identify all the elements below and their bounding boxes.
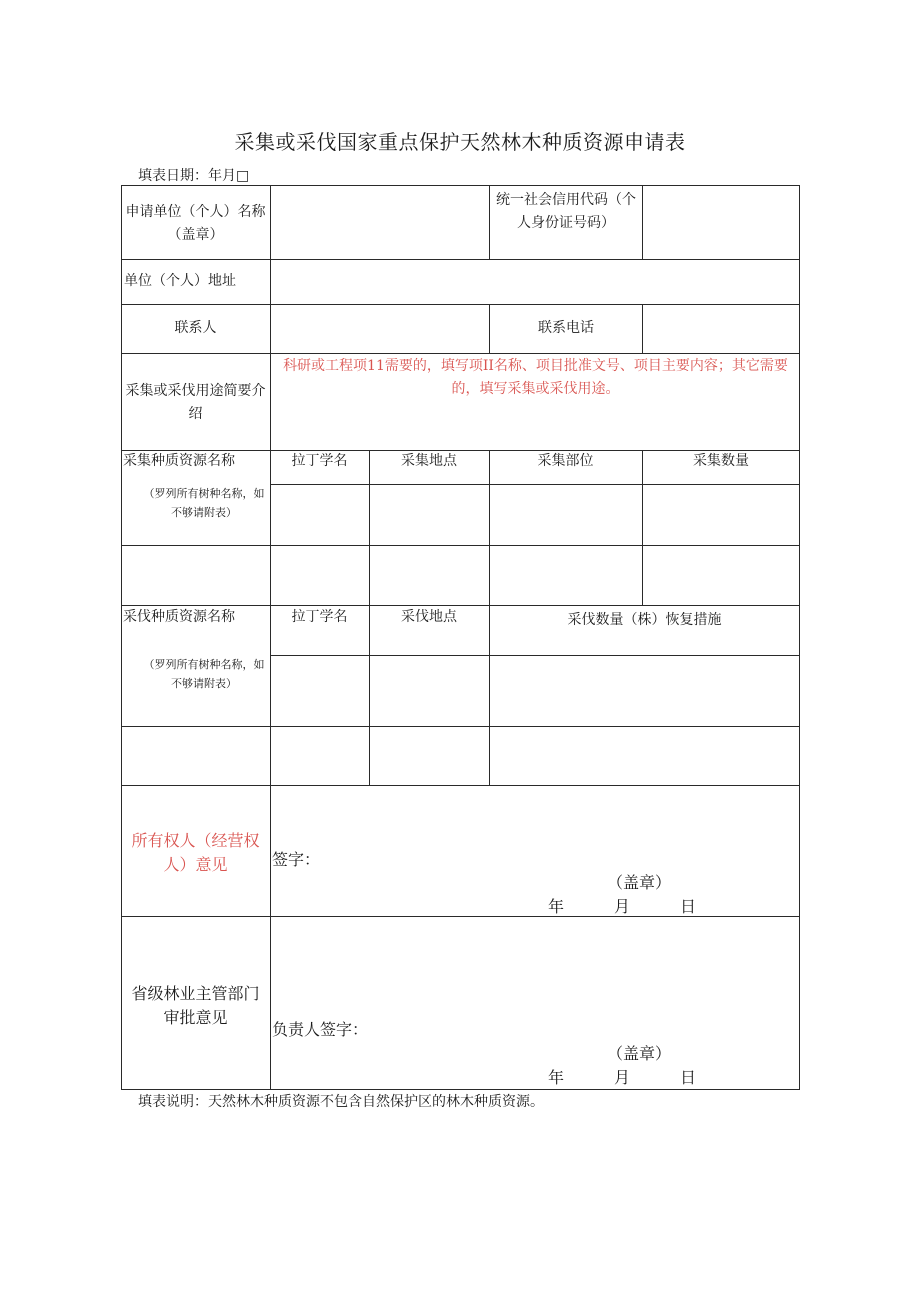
row-divider xyxy=(121,726,800,727)
col-divider xyxy=(489,304,490,353)
approval-label: 省级林业主管部门审批意见 xyxy=(131,984,260,1027)
purpose-hint: 科研或工程项11需要的，填写项II名称、项目批准文号、项目主要内容；其它需要的，填写采集或采伐用途。 xyxy=(283,358,788,397)
approval-sign-label: 负责人签字： xyxy=(272,1020,369,1039)
owner-day: 日 xyxy=(680,897,697,916)
col-divider xyxy=(489,605,490,785)
approval-seal: （盖章） xyxy=(607,1044,672,1063)
fell-latin-header: 拉丁学名 xyxy=(291,609,348,625)
col-divider xyxy=(489,185,490,259)
fell-qty-restore-header: 采伐数量（株）恢复措施 xyxy=(567,612,722,628)
row-divider xyxy=(121,304,800,305)
approval-year: 年 xyxy=(548,1068,565,1087)
credit-code-label: 统一社会信用代码（个人身份证号码） xyxy=(496,192,636,231)
fell-list-note: （罗列所有树种名称，如不够请附表） xyxy=(143,658,265,690)
phone-label: 联系电话 xyxy=(538,320,594,336)
owner-seal: （盖章） xyxy=(607,873,672,892)
col-divider xyxy=(489,450,490,605)
row-divider xyxy=(121,785,800,786)
col-divider xyxy=(270,185,271,1090)
collect-place-header: 采集地点 xyxy=(401,453,457,469)
row-divider xyxy=(270,655,800,656)
fell-name-label: 采伐种质资源名称 xyxy=(123,609,235,625)
owner-month: 月 xyxy=(614,897,631,916)
row-divider xyxy=(121,259,800,260)
footer-note: 填表说明：天然林木种质资源不包含自然保护区的林木种质资源。 xyxy=(138,1094,544,1110)
form-title: 采集或采伐国家重点保护天然林木种质资源申请表 xyxy=(234,130,686,154)
approval-month: 月 xyxy=(614,1068,631,1087)
fill-date: 填表日期：年月□ xyxy=(138,168,250,184)
purpose-label: 采集或采伐用途简要介绍 xyxy=(125,383,266,422)
collect-name-label: 采集种质资源名称 xyxy=(123,453,235,469)
col-divider xyxy=(369,605,370,785)
approval-day: 日 xyxy=(680,1068,697,1087)
collect-latin-header: 拉丁学名 xyxy=(291,453,348,469)
fell-place-header: 采伐地点 xyxy=(401,609,457,625)
col-divider xyxy=(642,304,643,353)
address-label: 单位（个人）地址 xyxy=(124,273,236,289)
owner-sign-label: 签字： xyxy=(272,850,321,869)
row-divider xyxy=(121,353,800,354)
row-divider xyxy=(121,916,800,917)
applicant-name-label: 申请单位（个人）名称（盖章） xyxy=(125,204,266,243)
row-divider xyxy=(121,545,800,546)
row-divider xyxy=(270,484,800,485)
col-divider xyxy=(642,185,643,259)
col-divider xyxy=(369,450,370,605)
collect-part-header: 采集部位 xyxy=(537,453,594,469)
owner-year: 年 xyxy=(548,897,565,916)
collect-list-note: （罗列所有树种名称，如不够请附表） xyxy=(143,487,265,519)
contact-label: 联系人 xyxy=(174,320,217,336)
collect-qty-header: 采集数量 xyxy=(693,453,749,469)
col-divider xyxy=(642,450,643,605)
owner-opinion-label: 所有权人（经营权人）意见 xyxy=(131,831,260,874)
